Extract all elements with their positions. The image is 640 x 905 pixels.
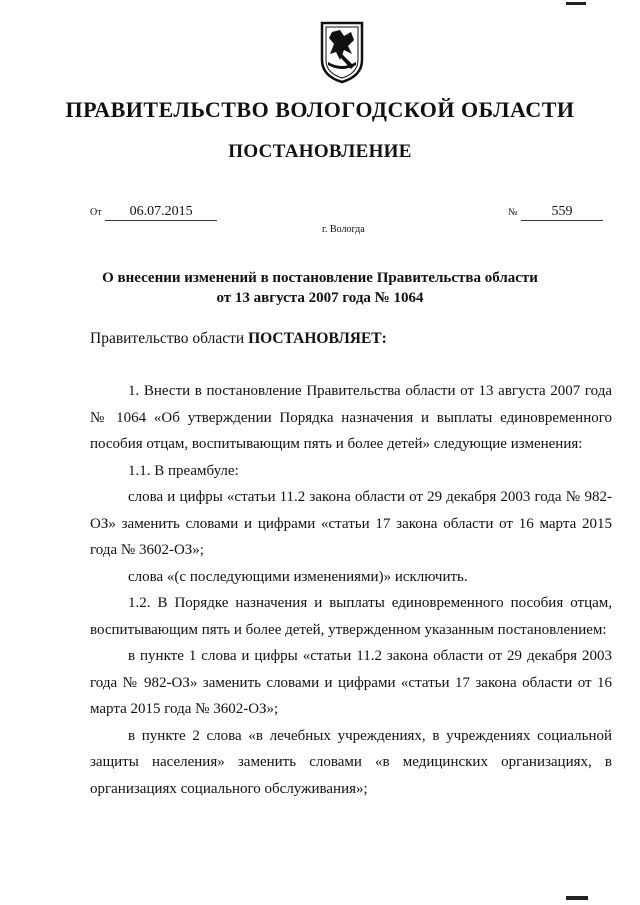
date-block [90, 204, 217, 221]
paragraph: 1. Внести в постановление Правительства области от 13 августа 2007 года № 1064 «Об утверждении Порядка назначения и выплаты единовременного пособия отцам, воспитывающим пять и более детей» следующие изменения: [90, 383, 612, 452]
paragraph: 1.1. В преамбуле: [128, 462, 239, 479]
number-prefix: № [508, 207, 518, 218]
paragraph: в пункте 2 слова «в лечебных учреждениях, в учреждениях социальной защиты населения» заменить словами «в медицинских организациях, в организациях социального обслуживания»; [90, 727, 612, 797]
document-date: 06.07.2015 [105, 204, 217, 221]
document-number: 559 [521, 204, 603, 221]
document-type-title: ПОСТАНОВЛЕНИЕ [228, 141, 412, 162]
coat-of-arms-emblem [318, 20, 366, 84]
city-label: г. Вологда [322, 224, 365, 235]
organization-title: ПРАВИТЕЛЬСТВО ВОЛОГОДСКОЙ ОБЛАСТИ [65, 97, 575, 122]
paragraph: 1.2. В Порядке назначения и выплаты единовременного пособия отцам, воспитывающим пять и более детей, утвержденном указанным постановлением: [90, 595, 612, 638]
paragraph: слова и цифры «статьи 11.2 закона области от 29 декабря 2003 года № 982-ОЗ» заменить словами и цифрами «статьи 17 закона области от 16 марта 2015 года № 3602-ОЗ»; [90, 489, 612, 558]
preface [90, 330, 387, 348]
subject-line-2: от 13 августа 2007 года № 1064 [216, 290, 424, 306]
date-prefix: От [90, 207, 102, 218]
scan-mark-bottom [566, 896, 588, 900]
number-block [508, 204, 603, 221]
paragraph: в пункте 1 слова и цифры «статьи 11.2 закона области от 29 декабря 2003 года № 982-ОЗ» заменить словами и цифрами «статьи 17 закона области от 16 марта 2015 года № 3602-ОЗ»; [90, 648, 612, 717]
preface-emphasis: ПОСТАНОВЛЯЕТ: [248, 330, 387, 347]
preface-text: Правительство области [90, 330, 249, 347]
document-body [90, 378, 612, 802]
paragraph: слова «(с последующими изменениями)» исключить. [128, 568, 468, 585]
document-subject [0, 268, 640, 308]
subject-line-1: О внесении изменений в постановление Правительства области [102, 270, 538, 286]
scan-mark-top [566, 2, 586, 5]
